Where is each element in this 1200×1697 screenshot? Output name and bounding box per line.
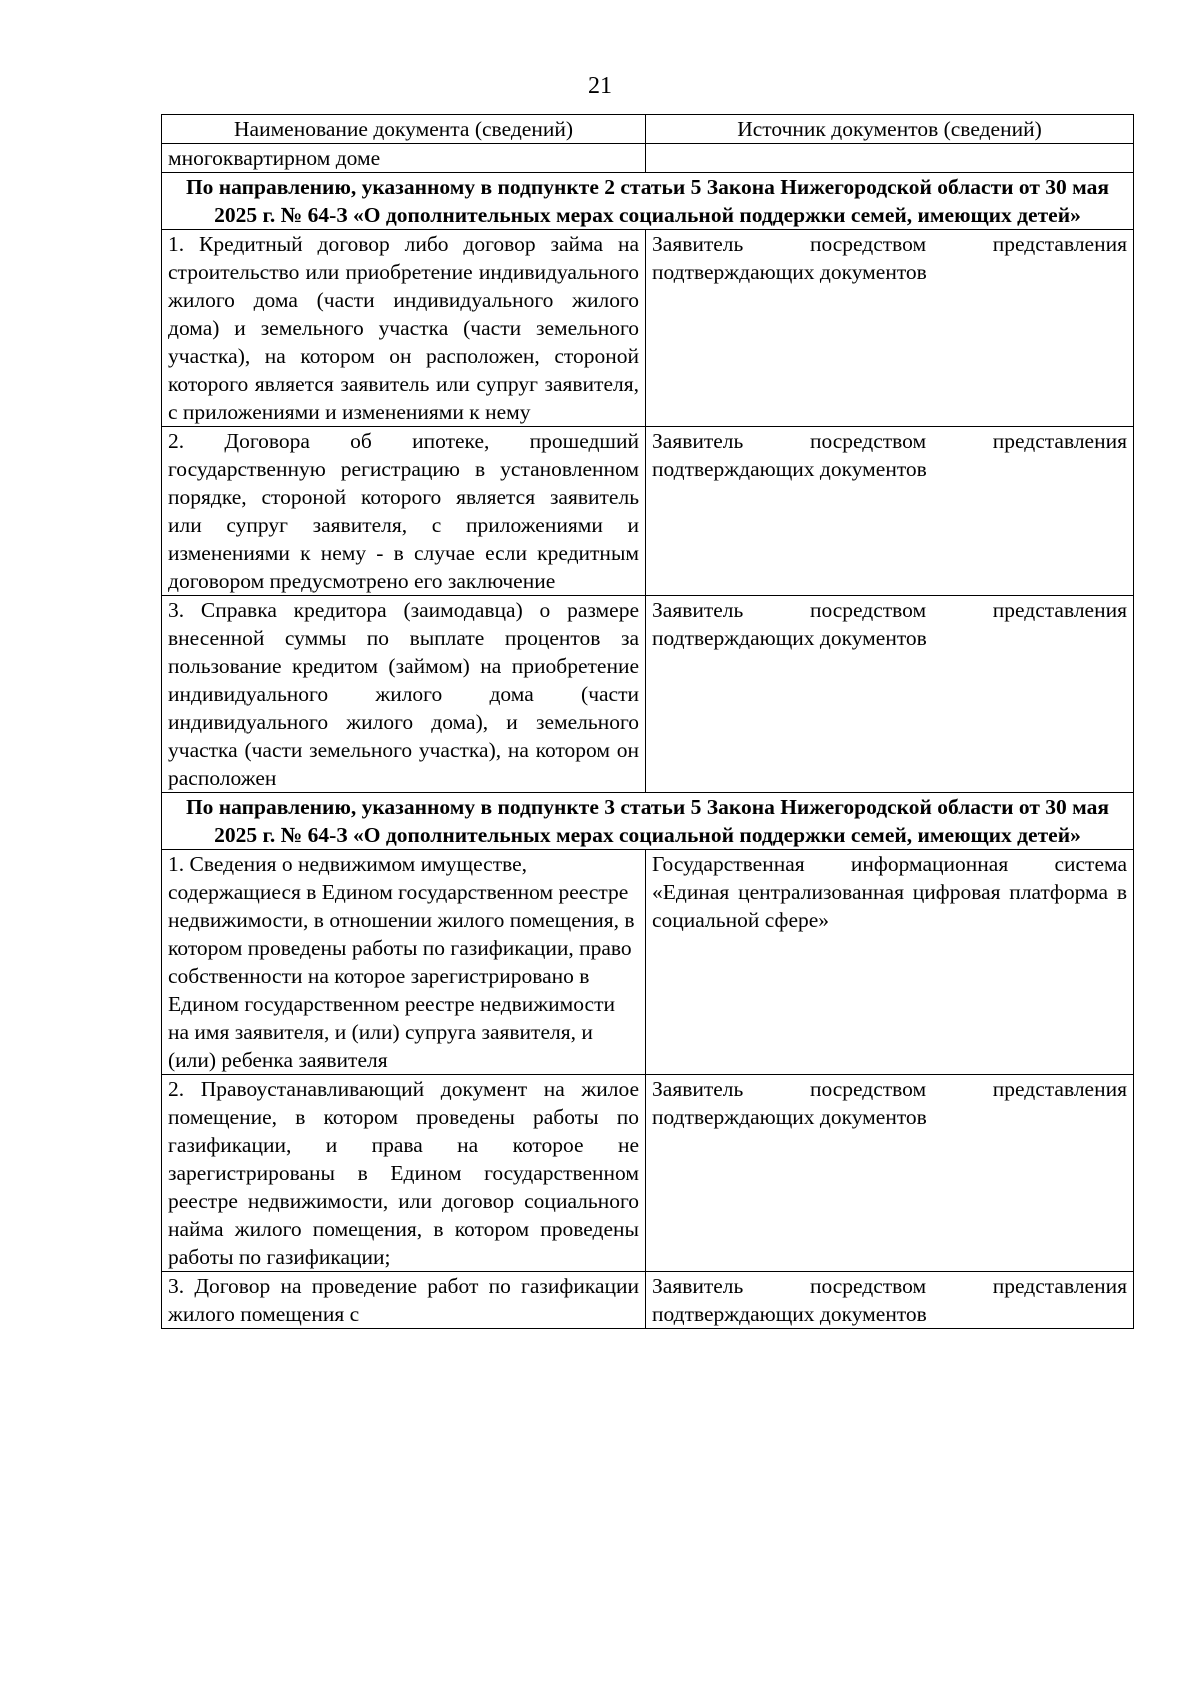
document-source-cell (646, 144, 1134, 173)
table-row (162, 596, 1134, 793)
table-row (162, 427, 1134, 596)
table-row (162, 1272, 1134, 1329)
document-source-cell: Государственная информационная система «Единая централизованная цифровая платформа в социальной сфере» (646, 850, 1134, 1075)
section-row (162, 793, 1134, 850)
table-row (162, 144, 1134, 173)
document-source-cell: Заявитель посредством представления подтверждающих документов (646, 596, 1134, 793)
document-source-cell: Заявитель посредством представления подтверждающих документов (646, 427, 1134, 596)
document-name-cell: 1. Кредитный договор либо договор займа на строительство или приобретение индивидуального жилого дома (части индивидуального жилого дома) и земельного участка (части земельного участка), на котором он расположен, стороной которого является заявитель или супруг заявителя, с приложениями и изменениями к нему (162, 230, 646, 427)
document-name-cell: 1. Сведения о недвижимом имуществе, содержащиеся в Едином государственном реестре недвижимости, в отношении жилого помещения, в котором проведены работы по газификации, право собственности на которое зарегистрировано в Едином государственном реестре недвижимости на имя заявителя, и (или) супруга заявителя, и (или) ребенка заявителя (162, 850, 646, 1075)
document-name-cell: многоквартирном доме (162, 144, 646, 173)
table-row (162, 850, 1134, 1075)
document-source-cell: Заявитель посредством представления подтверждающих документов (646, 1272, 1134, 1329)
header-document-source: Источник документов (сведений) (646, 115, 1134, 144)
documents-table (161, 114, 1134, 1329)
section-heading: По направлению, указанному в подпункте 2 статьи 5 Закона Нижегородской области от 30 мая 2025 г. № 64-З «О дополнительных мерах социальной поддержки семей, имеющих детей» (162, 173, 1134, 230)
page-number: 21 (588, 73, 612, 99)
document-source-cell: Заявитель посредством представления подтверждающих документов (646, 1075, 1134, 1272)
document-name-cell: 2. Договора об ипотеке, прошедший государственную регистрацию в установленном порядке, стороной которого является заявитель или супруг заявителя, с приложениями и изменениями к нему - в случае если кредитным договором предусмотрено его заключение (162, 427, 646, 596)
document-name-cell: 2. Правоустанавливающий документ на жилое помещение, в котором проведены работы по газификации, и права на которое не зарегистрированы в Едином государственном реестре недвижимости, или договор социального найма жилого помещения, в котором проведены работы по газификации; (162, 1075, 646, 1272)
table-row (162, 230, 1134, 427)
document-name-cell: 3. Договор на проведение работ по газификации жилого помещения с (162, 1272, 646, 1329)
header-document-name: Наименование документа (сведений) (162, 115, 646, 144)
document-name-cell: 3. Справка кредитора (заимодавца) о размере внесенной суммы по выплате процентов за пользование кредитом (займом) на приобретение индивидуального жилого дома (части индивидуального жилого дома), и земельного участка (части земельного участка), на котором он расположен (162, 596, 646, 793)
document-source-cell: Заявитель посредством представления подтверждающих документов (646, 230, 1134, 427)
table-header-row (162, 115, 1134, 144)
section-heading: По направлению, указанному в подпункте 3 статьи 5 Закона Нижегородской области от 30 мая 2025 г. № 64-З «О дополнительных мерах социальной поддержки семей, имеющих детей» (162, 793, 1134, 850)
section-row (162, 173, 1134, 230)
table-row (162, 1075, 1134, 1272)
